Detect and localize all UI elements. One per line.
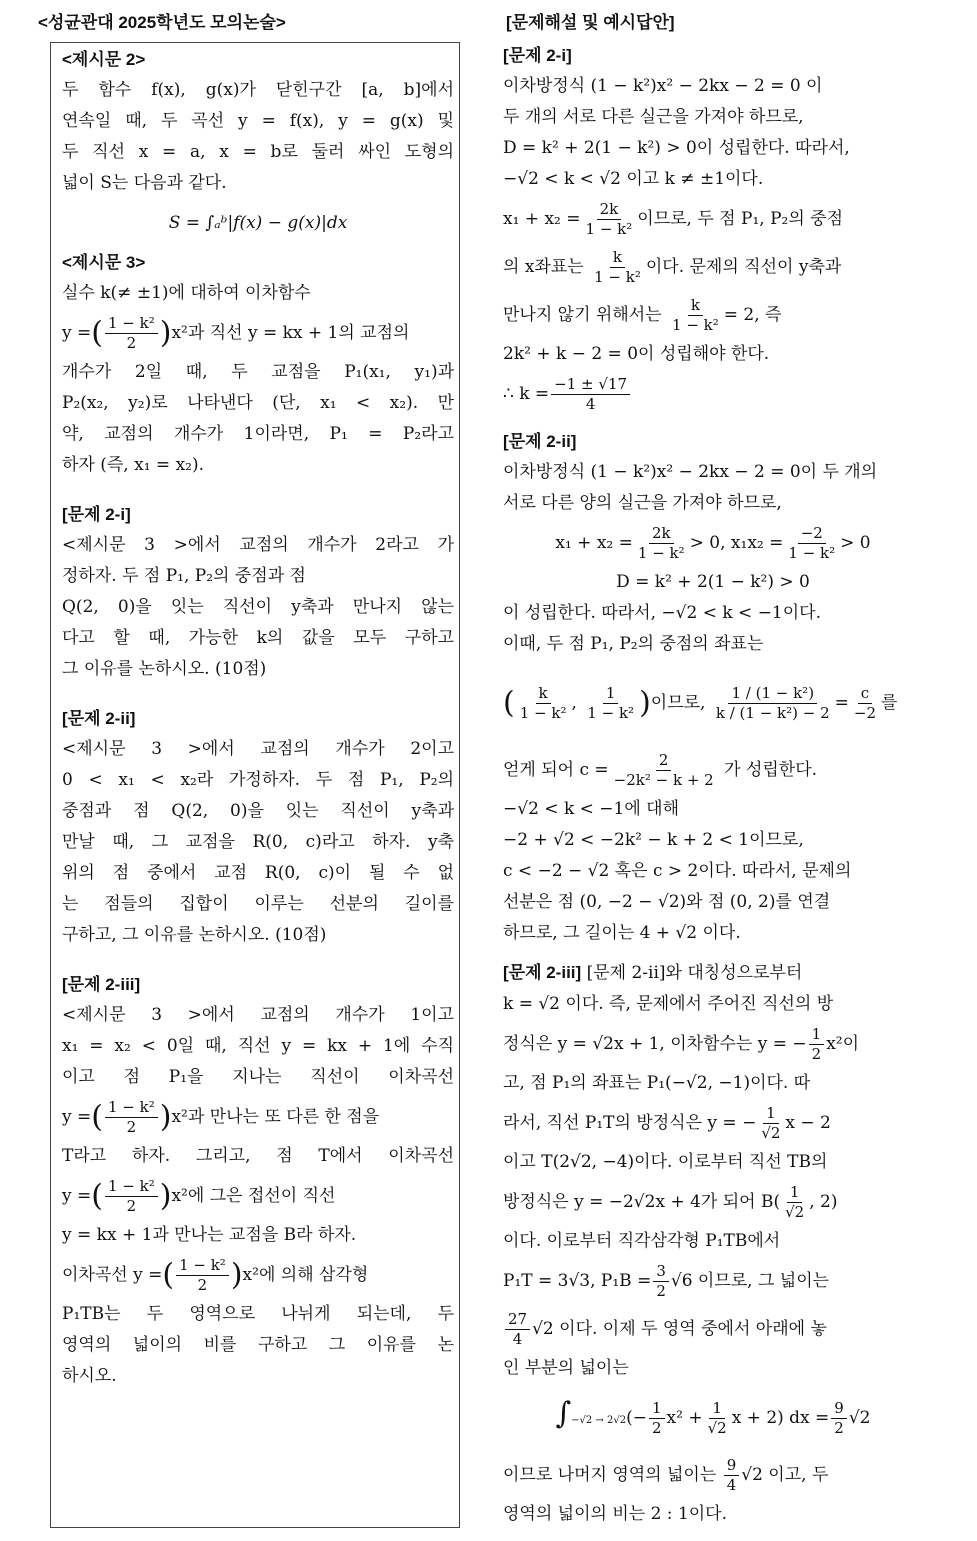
answer-2-2-line: −2 + √2 < −2k² − k + 2 < 1이므로, [503,830,804,850]
answer-2-3-heading: [문제 2-iii] [문제 2-ii]와 대칭성으로부터 [503,963,803,983]
fraction: $\frac{1}{√2}$ [761,1104,781,1142]
fraction: $\frac{2k}{\text{1 − k²}}$ [585,200,633,238]
answer-2-1-line: 이차방정식 (1 − k²)x² − 2kx − 2 = 0 이 [503,76,823,96]
passage-2-line: 넓이 S는 다음과 같다. [62,173,227,193]
question-2-1-line: 다고 할 때, 가능한 k의 값을 모두 구하고 [62,628,454,648]
question-2-3-line: 하시오. [62,1366,117,1386]
answer-2-3-line: 라서, 직선 P₁T의 방정식은 y = − $\frac{1}{√2}$ x − 2 [503,1104,831,1142]
question-2-2-line: 0 < x₁ < x₂라 가정하자. 두 점 P₁, P₂의 [62,770,454,790]
answer-2-2-line: 이차방정식 (1 − k²)x² − 2kx − 2 = 0이 두 개의 [503,462,878,482]
answer-2-3-line: k = √2 이다. 즉, 문제에서 주어진 직선의 방 [503,994,834,1014]
question-2-3-line: y =( $\frac{\text{1 − k²}}{2}$ )x²과 만나는 또 다른 한 점을 [62,1098,380,1136]
answer-2-1-line: D = k² + 2(1 − k²) > 0이 성립한다. 따라서, [503,138,850,158]
answer-2-3-line: 이다. 이로부터 직각삼각형 P₁TB에서 [503,1231,781,1251]
question-2-2-line: <제시문 3 >에서 교점의 개수가 2이고 [62,739,454,759]
question-2-3-line: P₁TB는 두 영역으로 나뉘게 되는데, 두 [62,1304,454,1324]
fraction: $\frac{-1 \pm √17}{4}$ [551,375,630,414]
question-2-3-line: y =( $\frac{\text{1 − k²}}{2}$ )x²에 그은 접선이 직선 [62,1177,336,1215]
fraction: $\frac{k}{\text{1 − k²}}$ [519,684,567,722]
question-2-3-line: y = kx + 1과 만나는 교점을 B라 하자. [62,1225,357,1245]
passage-2-line: 두 함수 f(x), g(x)가 닫힌구간 [a, b]에서 [62,80,454,100]
answer-2-1-result: ∴ k = $\frac{-1 \pm √17}{4}$ [503,370,923,418]
question-2-2-line: 만날 때, 그 교점을 R(0, c)라고 하자. y축 [62,832,454,852]
question-2-1-line: <제시문 3 >에서 교점의 개수가 2라고 가 [62,535,454,555]
fraction: $\frac{\text{1 − k²}}{2}$ [176,1256,229,1295]
fraction: $\frac{\text{1 − k²}}{2}$ [105,314,158,353]
question-2-3-title: [문제 2-iii] [62,975,141,994]
answer-2-3-line: 영역의 넓이의 비는 2 : 1이다. [503,1504,728,1524]
area-formula: S = ∫ₐᵇ|f(x) − g(x)|dx [168,213,348,233]
question-2-3-line: 이고 점 P₁을 지나는 직선이 이차곡선 [62,1067,454,1087]
question-2-2-line: 는 점들의 집합이 이루는 선분의 길이를 [62,894,454,914]
passage-2-line: 연속일 때, 두 곡선 y = f(x), y = g(x) 및 [62,111,454,131]
answer-2-1-line: 2k² + k − 2 = 0이 성립해야 한다. [503,344,770,364]
integral-line: ∫−√2 → 2√2(− $\frac{1}{2}$ x² + $\frac{1}{√2}$ x + 2) dx = $\frac{9}{2}$ √2 [555,1396,871,1437]
answer-2-1-line: x₁ + x₂ = $\frac{2k}{\text{1 − k²}}$ 이므로, 두 점 P₁, P₂의 중점 [503,200,843,238]
answer-2-2-line: c < −2 − √2 혹은 c > 2이다. 따라서, 문제의 [503,861,852,881]
question-2-2-line: 위의 점 중에서 교점 R(0, c)이 될 수 없 [62,863,454,883]
answer-2-1-line: −√2 < k < √2 이고 k ≠ ±1이다. [503,169,764,189]
answer-2-2-line: D = k² + 2(1 − k²) > 0 [616,572,810,592]
fraction: $\frac{2k}{\text{1 − k²}}$ [637,524,685,562]
fraction: $\frac{\text{1 / (1 − k²)}}{\text{k / (1 − k²) − 2}}$ [715,684,830,722]
passage-3-line: 하자 (즉, x₁ = x₂). [62,455,205,475]
question-2-1-title: [문제 2-i] [62,505,131,524]
answer-2-2-line: 이 성립한다. 따라서, −√2 < k < −1이다. [503,603,821,623]
passage-3-line: y =( $\frac{\text{1 − k²}}{2}$ )x²과 직선 y = kx + 1의 교점의 [62,314,410,352]
answer-2-2-line: x₁ + x₂ = $\frac{2k}{\text{1 − k²}}$ > 0, x₁x₂ = $\frac{-2}{\text{1 − k²}}$ > 0 [555,524,871,562]
question-2-3-line: 이차곡선 y =( $\frac{\text{1 − k²}}{2}$ )x²에 의해 삼각형 [62,1256,369,1294]
fraction: $\frac{\text{1 − k²}}{2}$ [105,1177,158,1216]
answer-2-3-line: 인 부분의 넓이는 [503,1358,629,1378]
fraction: $\frac{c}{-2}$ [853,684,877,722]
question-2-2-line: 중점과 점 Q(2, 0)을 잇는 직선이 y축과 [62,801,454,821]
fraction: $\frac{27}{4}$ [505,1310,530,1349]
fraction: $\frac{k}{\text{1 − k²}}$ [594,248,641,286]
fraction: $\frac{9}{4}$ [724,1456,740,1495]
question-2-3-line: <제시문 3 >에서 교점의 개수가 1이고 [62,1005,454,1025]
fraction: $\frac{1}{2}$ [649,1399,665,1438]
answer-2-3-line: 방정식은 y = −2√2x + 4가 되어 B( $\frac{1}{√2}$ , 2) [503,1183,838,1221]
fraction: $\frac{1}{2}$ [809,1025,825,1064]
answer-2-2-line: 서로 다른 양의 실근을 가져야 하므로, [503,493,782,513]
question-2-3-line: T라고 하자. 그리고, 점 T에서 이차곡선 [62,1146,454,1166]
passage-3-line: 개수가 2일 때, 두 교점을 P₁(x₁, y₁)과 [62,362,454,382]
answer-2-1-line: 두 개의 서로 다른 실근을 가져야 하므로, [503,107,804,127]
answer-column [503,40,923,1530]
question-2-2-title: [문제 2-ii] [62,709,136,728]
question-2-3-line: 영역의 넓이의 비를 구하고 그 이유를 논 [62,1335,454,1355]
fraction: $\frac{1}{√2}$ [785,1183,805,1221]
passage-3-line: P₂(x₂, y₂)로 나타낸다 (단, x₁ < x₂). 만 [62,393,454,413]
answer-2-3-line: $\frac{27}{4}$ √2 이다. 이제 두 영역 중에서 아래에 놓 [503,1305,923,1353]
answer-2-3-line: 이고 T(2√2, −4)이다. 이로부터 직선 TB의 [503,1152,828,1172]
fraction: $\frac{-2}{\text{1 − k²}}$ [788,524,836,562]
fraction: $\frac{2}{\text{−2k² − k + 2}}$ [613,751,714,789]
fraction: $\frac{1}{\text{1 − k²}}$ [587,684,635,722]
answer-2-2-line: ( $\frac{k}{\text{1 − k²}}$ , $\frac{1}{\text{1 − k²}}$ )이므로, $\frac{\text{1 / (1 − k²)}}{\text{k / (1 − k²) − 2}}$ = $\frac{c}{-2}$ 를 [503,684,898,722]
answer-2-3-title: [문제 2-iii] [503,963,582,982]
answer-2-1-title: [문제 2-i] [503,46,572,65]
answer-2-3-line: 고, 점 P₁의 좌표는 P₁(−√2, −1)이다. 따 [503,1073,811,1093]
passage-2-title: <제시문 2> [62,50,146,69]
fraction: $\frac{9}{2}$ [831,1399,847,1438]
answer-2-2-line: 하므로, 그 길이는 4 + √2 이다. [503,923,741,943]
left-header: <성균관대 2025학년도 모의논술> [38,13,286,32]
answer-2-2-line: 선분은 점 (0, −2 − √2)와 점 (0, 2)를 연결 [503,892,831,912]
fraction: $\frac{1}{√2}$ [707,1399,727,1437]
question-2-1-line: 그 이유를 논하시오. (10점) [62,659,267,679]
answer-2-3-line: 정식은 y = √2x + 1, 이차함수는 y = − $\frac{1}{2}$ x²이 [503,1025,860,1063]
answer-2-2-line: 얻게 되어 c = $\frac{2}{\text{−2k² − k + 2}}$ 가 성립한다. [503,751,818,789]
fraction: $\frac{\text{1 − k²}}{2}$ [105,1098,158,1137]
passage-2-line: 두 직선 x = a, x = b로 둘러 싸인 도형의 [62,142,454,162]
answer-2-3-line: P₁T = 3√3, P₁B = $\frac{3}{2}$ √6 이므로, 그 넓이는 [503,1262,830,1300]
question-2-1-line: 정하자. 두 점 P₁, P₂의 중점과 점 [62,566,306,586]
problem-column [62,44,454,1392]
question-2-1-line: Q(2, 0)을 잇는 직선이 y축과 만나지 않는 [62,597,454,617]
fraction: $\frac{3}{2}$ [653,1262,669,1301]
answer-2-3-line: 이므로 나머지 영역의 넓이는 $\frac{9}{4}$ √2 이고, 두 [503,1456,829,1494]
answer-2-2-line: −√2 < k < −1에 대해 [503,799,680,819]
passage-3-title: <제시문 3> [62,253,146,272]
passage-3-line: 약, 교점의 개수가 1이라면, P₁ = P₂라고 [62,424,454,444]
answer-2-2-title: [문제 2-ii] [503,432,577,451]
question-2-3-line: x₁ = x₂ < 0일 때, 직선 y = kx + 1에 수직 [62,1036,454,1056]
right-header: [문제해설 및 예시답안] [506,13,675,32]
passage-3-line: 실수 k(≠ ±1)에 대하여 이차함수 [62,283,311,303]
answer-2-1-line: 만나지 않기 위해서는 $\frac{k}{\text{1 − k²}}$ = 2, 즉 [503,296,782,334]
answer-2-2-line: 이때, 두 점 P₁, P₂의 중점의 좌표는 [503,634,764,654]
question-2-2-line: 구하고, 그 이유를 논하시오. (10점) [62,925,327,945]
fraction: $\frac{k}{\text{1 − k²}}$ [672,296,719,334]
answer-2-1-line: 의 x좌표는 $\frac{k}{\text{1 − k²}}$ 이다. 문제의 직선이 y축과 [503,248,842,286]
